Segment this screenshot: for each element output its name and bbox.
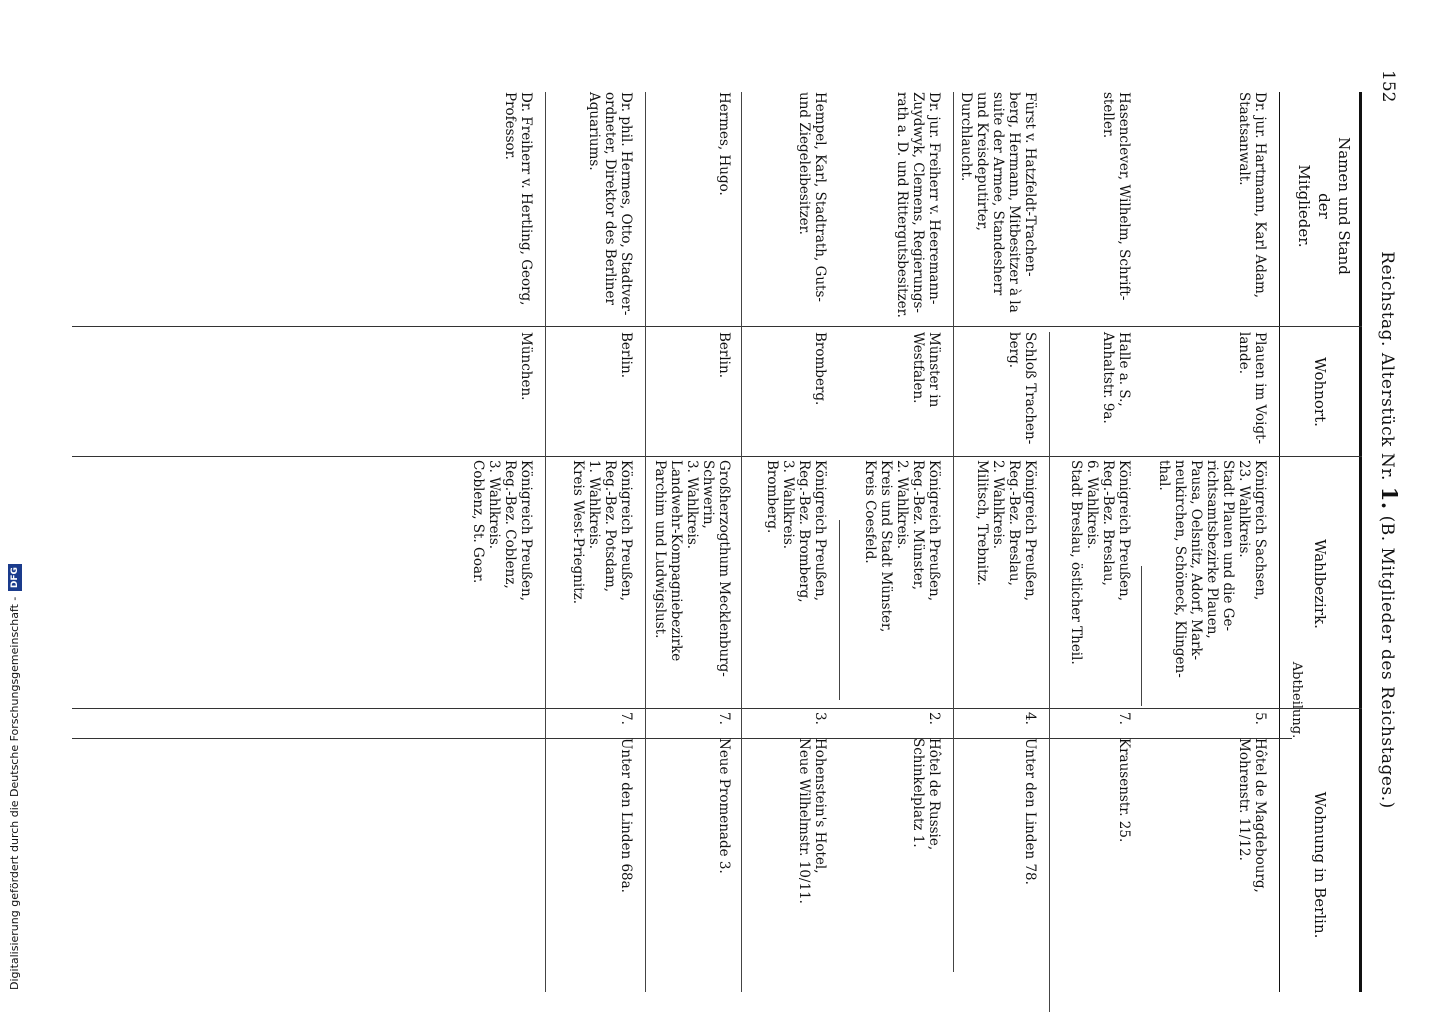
member-district: Königreich Preußen, Reg.-Bez. Münster, 2. Wahlkreis. Kreis und Stadt Münster, Kreis Coesfeld. — [862, 460, 942, 633]
member-district: Großherzogthum Mecklenburg- Schwerin, 3. Wahlkreis. Landwehr-Kompagniebezirke Parchim und Ludwigslust. — [652, 460, 732, 677]
member-section: 3. — [812, 712, 828, 725]
member-district: Königreich Preußen, Reg.-Bez. Coblenz, 3. Wahlkreis. Coblenz, St. Goar. — [470, 460, 534, 602]
header-rule — [1279, 92, 1280, 992]
member-name: Dr. Freiherr v. Hertling, Georg, Professor. — [502, 92, 534, 306]
title-suffix: (B. Mitglieder des Reichstages.) — [1377, 515, 1397, 809]
credit-text: Digitalisierung gefördert durch die Deutsche Forschungsgemeinschaft - — [8, 596, 21, 990]
member-section: 7. — [618, 712, 634, 725]
member-berlin-address: Hôtel de Russie, Schinkelplatz 1. — [910, 738, 942, 851]
row-separator — [1049, 332, 1050, 1012]
row-separator — [839, 520, 840, 700]
member-residence: Plauen im Voigt- lande. — [1236, 332, 1268, 445]
page-title — [1377, 150, 1402, 910]
member-name: Dr. jur. Hartmann, Karl Adam, Staatsanwalt. — [1236, 92, 1268, 299]
member-district: Königreich Sachsen, 23. Wahlkreis. Stadt Plauen und die Ge- richtsamtsbezirke Plauen, Pausa, Oelsnitz, Adorf, Mark- neukirchen, Schöneck, Klingen- thal. — [1156, 460, 1268, 678]
member-name: Hasenclever, Wilhelm, Schrift- steller. — [1100, 92, 1132, 301]
column-rule — [72, 456, 1362, 457]
member-berlin-address: Unter den Linden 68a. — [618, 738, 634, 893]
header-section: Abtheilung. — [1289, 661, 1304, 739]
member-residence: Bromberg. — [812, 332, 828, 406]
row-separator — [645, 92, 646, 992]
member-residence: Berlin. — [618, 332, 634, 378]
member-berlin-address: Krausenstr. 25. — [1116, 738, 1132, 843]
member-district: Königreich Preußen, Reg.-Bez. Potsdam, 1. Wahlkreis. Kreis West-Priegnitz. — [570, 460, 634, 605]
column-rule — [72, 738, 1292, 739]
header-name: Namen und Stand der Mitglieder. — [1295, 137, 1353, 275]
member-name: Hermes, Hugo. — [716, 92, 732, 196]
header-district: Wahlbezirk. — [1311, 539, 1329, 629]
member-section: 7. — [1116, 712, 1132, 725]
column-rule — [72, 708, 1362, 709]
row-separator — [545, 92, 546, 992]
header-residence: Wohnort. — [1311, 357, 1329, 427]
page-number: 152 — [1378, 70, 1398, 103]
member-name: Fürst v. Hatzfeldt-Trachen- berg, Hermann, Mitbesitzer à la suite der Armee, Standesherr und Kreisdeputirter, Durchlaucht. — [958, 92, 1038, 313]
row-separator — [741, 92, 742, 992]
member-section: 2. — [926, 712, 942, 725]
top-rule — [1359, 92, 1362, 992]
header-berlin: Wohnung in Berlin. — [1311, 791, 1329, 939]
member-residence: Berlin. — [716, 332, 732, 378]
dfg-logo: DFG — [8, 564, 22, 591]
member-section: 4. — [1022, 712, 1038, 725]
member-berlin-address: Unter den Linden 78. — [1022, 738, 1038, 885]
member-district: Königreich Preußen, Reg.-Bez. Bromberg, 3. Wahlkreis. Bromberg. — [764, 460, 828, 603]
member-section: 7. — [716, 712, 732, 725]
member-berlin-address: Hôtel de Magdebourg, Mohrenstr. 11/12. — [1236, 738, 1268, 893]
member-residence: München. — [518, 332, 534, 401]
member-district: Königreich Preußen, Reg.-Bez. Breslau, 6. Wahlkreis. Stadt Breslau, östlicher Theil. — [1068, 460, 1132, 665]
title-prefix: Reichstag. Alterstück Nr. — [1377, 251, 1397, 481]
member-residence: Schloß Trachen- berg. — [1006, 332, 1038, 445]
member-name: Dr. jur. Freiherr v. Heeremann- Zuydwyk, Clemens, Regierungs- rath a. D. und Rittergutsbesitzer. — [894, 92, 942, 318]
member-residence: Münster in Westfalen. — [910, 332, 942, 408]
column-rule — [72, 326, 1362, 327]
member-district: Königreich Preußen, Reg.-Bez. Breslau, 2. Wahlkreis. Militsch, Trebnitz. — [974, 460, 1038, 602]
member-berlin-address: Neue Promenade 3. — [716, 738, 732, 874]
member-residence: Halle a. S., Anhaltstr. 9a. — [1100, 332, 1132, 424]
member-name: Dr. phil. Hermes, Otto, Stadtver- ordneter, Direktor des Berliner Aquariums. — [586, 92, 634, 316]
title-number: 1. — [1377, 486, 1402, 510]
row-separator — [1141, 566, 1142, 706]
row-separator — [953, 92, 954, 972]
member-berlin-address: Hohenstein's Hotel, Neue Wilhelmstr. 10/11. — [796, 738, 828, 904]
member-section: 5. — [1252, 712, 1268, 725]
member-name: Hempel, Karl, Stadtrath, Guts- und Ziegeleibesitzer. — [796, 92, 828, 302]
